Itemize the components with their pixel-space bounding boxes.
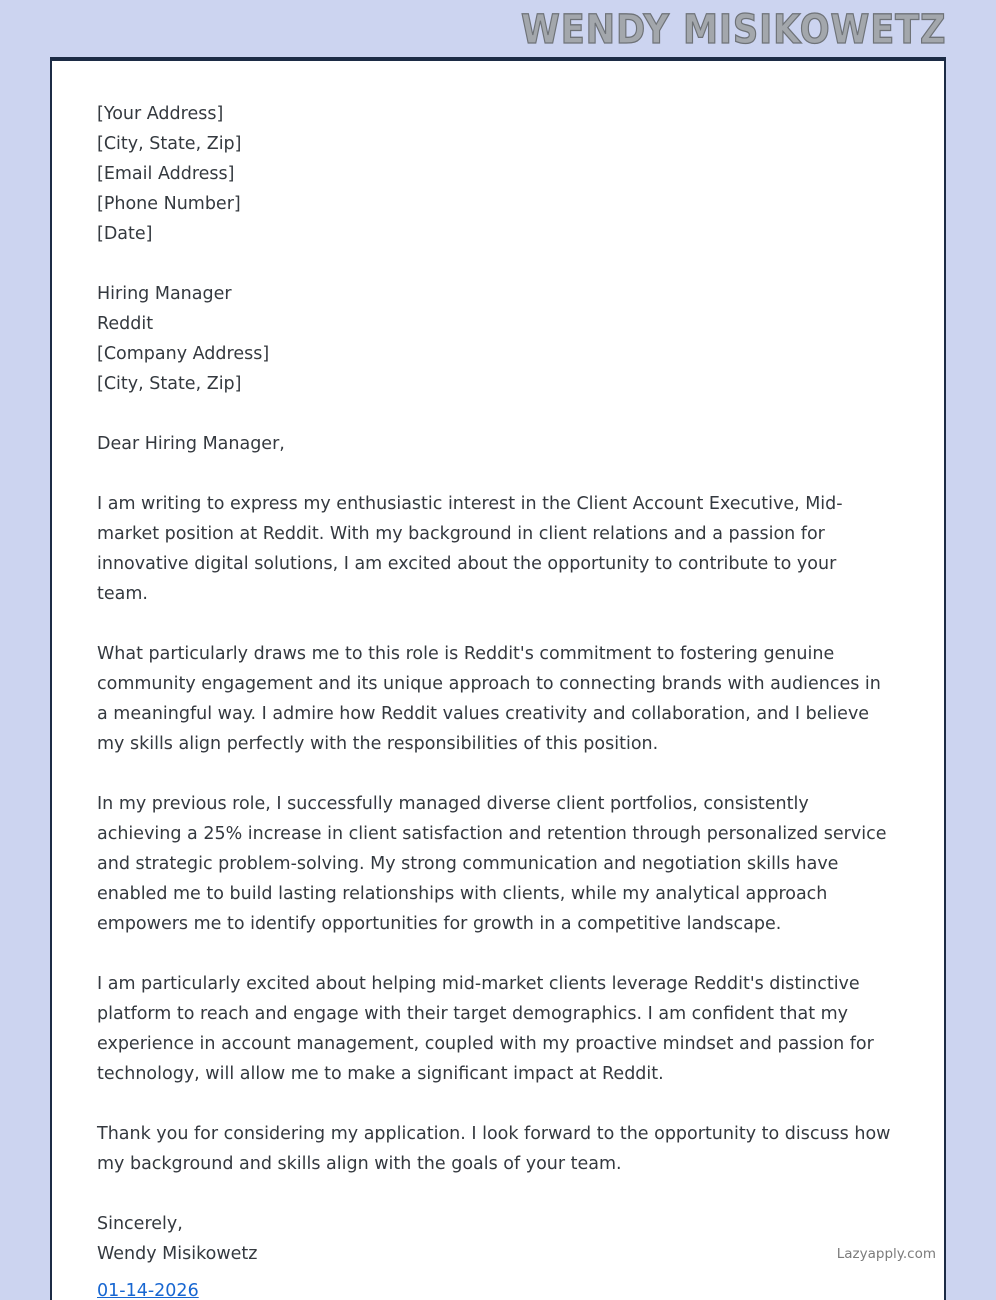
sender-address-line: [Date] [97,224,153,244]
letter-paragraph: In my previous role, I successfully managed diverse client portfolios, consistently achieving a 25% increase in client satisfaction and retention through personalized service and strategic problem-solving. My strong communication and negotiation skills have enabled me to build lasting relationships with clients, while my analytical approach empowers me to identify opportunities for growth in a competitive landscape. [97,794,887,934]
letter-paragraph: What particularly draws me to this role is Reddit's commitment to fostering genuine community engagement and its unique approach to connecting brands with audiences in a meaningful way. I admire how Reddit values creativity and collaboration, and I believe my skills align perfectly with the responsibilities of this position. [97,644,881,754]
sender-address-line: [Phone Number] [97,194,241,214]
date-link[interactable]: 01-14-2026 [97,1281,199,1300]
sender-address-line: [Email Address] [97,164,235,184]
closing-block [97,1209,891,1300]
signature-name: Wendy Misikowetz [97,1244,258,1264]
letter-paragraph: Thank you for considering my application. I look forward to the opportunity to discuss how my background and skills align with the goals of your team. [97,1124,891,1174]
sender-address-line: [Your Address] [97,104,224,124]
recipient-line: [Company Address] [97,344,270,364]
sender-address-line: [City, State, Zip] [97,134,242,154]
letter-body [52,61,944,1300]
author-name-heading: WENDY MISIKOWETZ [520,7,946,53]
watermark-text: Lazyapply.com [836,1246,936,1262]
letter-paragraph: I am particularly excited about helping mid-market clients leverage Reddit's distinctive platform to reach and engage with their target demographics. I am confident that my experience in account management, coupled with my proactive mindset and passion for technology, will allow me to make a significant impact at Reddit. [97,974,874,1084]
recipient-line: Hiring Manager [97,284,232,304]
recipient-line: Reddit [97,314,154,334]
recipient-line: [City, State, Zip] [97,374,242,394]
closing-line: Sincerely, [97,1214,183,1234]
salutation: Dear Hiring Manager, [97,434,285,454]
letter-page [50,57,946,1300]
sender-address-block [97,99,891,249]
recipient-address-block [97,279,891,399]
letter-paragraph: I am writing to express my enthusiastic interest in the Client Account Executive, Mid-market position at Reddit. With my background in client relations and a passion for innovative digital solutions, I am excited about the opportunity to contribute to your team. [97,494,843,604]
